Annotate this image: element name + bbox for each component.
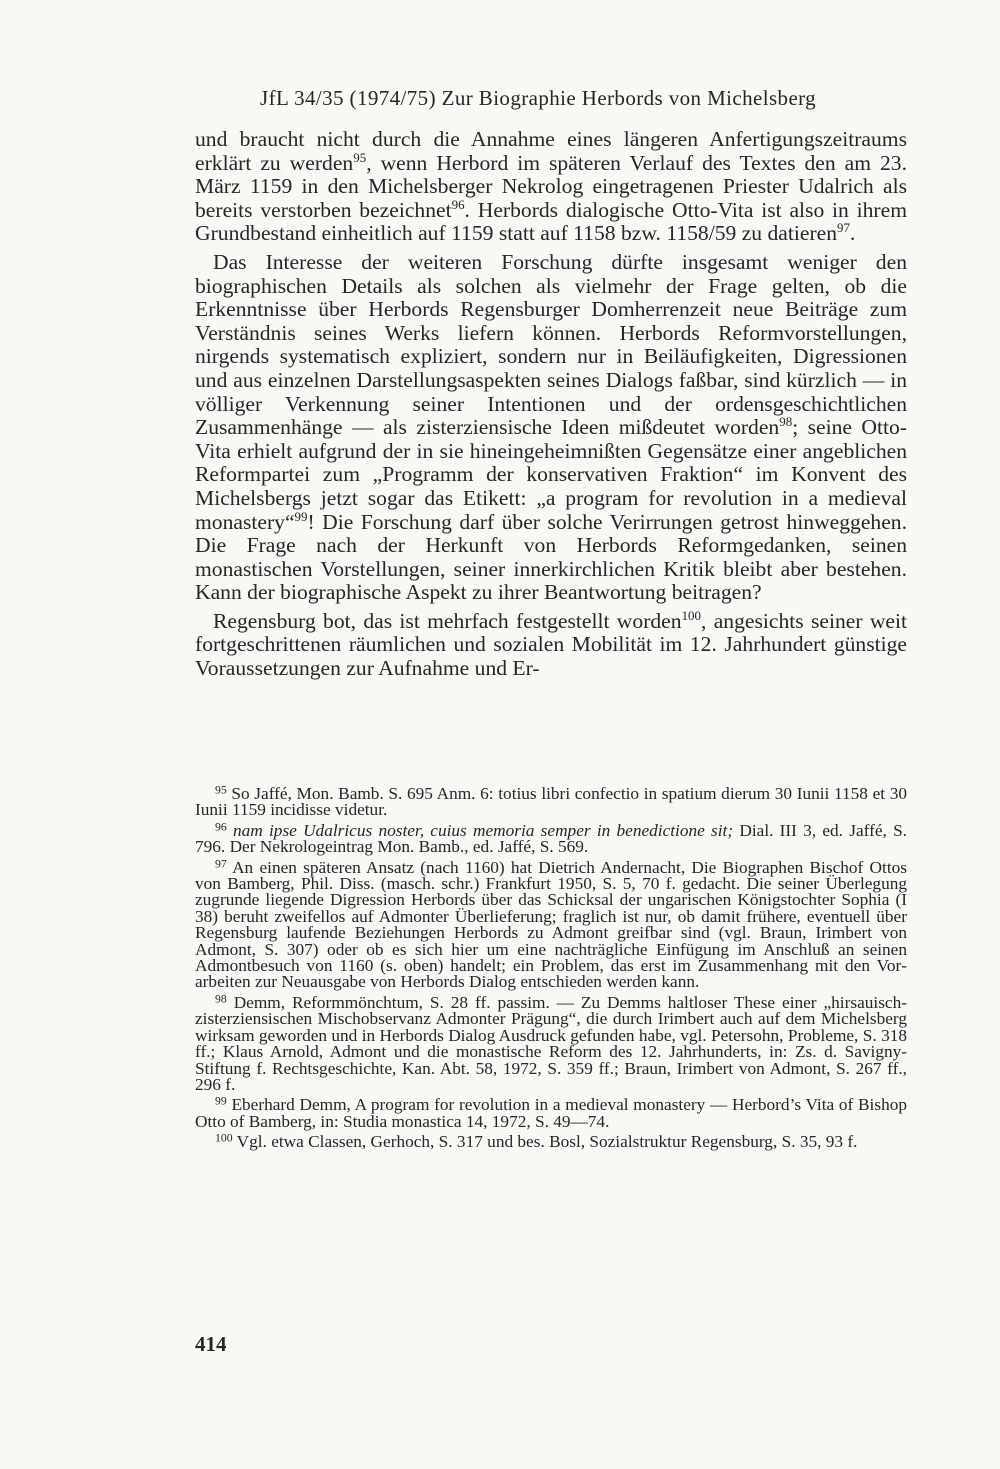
footnote: [195, 1131, 907, 1152]
footnote-text: Demm, Reformmönchtum, S. 28 ff. passim. — Zu Demms haltloser These einer „hirsauisch-zisterziensischen Mischobservanz Admonter Prägung“, die durch Irimbert auch auf dem Michelsberg wirksam geworden und in Herbords Dialog Ausdruck gefunden habe, vgl. Petersohn, Probleme, S. 318 ff.; Klaus Arnold, Admont und die monastische Reform des 12. Jahrhunderts, in: Zs. d. Savigny-Stiftung f. Rechtsgeschichte, Kan. Abt. 58, 1972, S. 359 ff.; Braun, Irimbert von Admont, S. 267 ff., 296 f.: [195, 992, 907, 1094]
footnote-text: Dial. III 3, ed. Jaffé, S. 796. Der Nekrologeintrag Mon. Bamb., ed. Jaffé, S. 569.: [195, 820, 907, 857]
paragraph-text: Regensburg bot, das ist mehrfach festgestellt worden: [213, 608, 682, 633]
footnote-ref: 98: [779, 414, 793, 430]
footnote-number: 95: [215, 783, 227, 797]
footnote: [195, 1097, 907, 1130]
footnote-number: 100: [215, 1131, 233, 1145]
paragraph-text: und braucht nicht durch die Annahme eines längeren Anfertigungszeitraums erklärt zu werden: [195, 127, 907, 175]
footnote-ref: 99: [294, 508, 308, 524]
footnote: [195, 820, 907, 857]
footnote-text: So Jaffé, Mon. Bamb. S. 695 Anm. 6: totius libri confectio in spatium dierum 30 Iunii 1158 et 30 Iunii 1159 incidisse videtur.: [195, 784, 907, 820]
footnote-text: Vgl. etwa Classen, Gerhoch, S. 317 und bes. Bosl, Sozialstruktur Regensburg, S. 35, 93 f.: [236, 1132, 858, 1152]
footnote-text: Eberhard Demm, A program for revolution in a medieval monastery — Herbord’s Vita of Bishop Otto of Bamberg, in: Studia monastica 14, 1972, S. 49—74.: [195, 1095, 907, 1131]
body-text: [195, 128, 907, 686]
paragraph-1: [195, 128, 907, 246]
footnote-number: 98: [215, 992, 227, 1006]
paragraph-text: . Herbords dialogische Otto-Vita ist also in ihrem Grundbestand einheitlich auf 1159 statt auf 1158 bzw. 1158/59 zu datieren: [195, 197, 907, 246]
footnote-ref: 97: [837, 220, 850, 236]
footnote-number: 96: [215, 820, 227, 834]
footnote-ref: 100: [681, 608, 702, 624]
footnotes: [195, 783, 907, 1155]
paragraph-text: , angesichts seiner weit fortgeschrittenen räumlichen und sozialen Mobilität im 12. Jahrhundert günstige Voraussetzungen zur Aufnahme und Er-: [195, 608, 907, 681]
footnote: [195, 992, 907, 1094]
paragraph-2: [195, 251, 907, 605]
footnote-ref: 95: [353, 149, 367, 165]
footnote-number: 99: [215, 1095, 227, 1109]
footnote: [195, 857, 907, 992]
footnote-text: An einen späteren Ansatz (nach 1160) hat Dietrich Andernacht, Die Biographen Bischof Ottos von Bamberg, Phil. Diss. (masch. schr.) Frankfurt 1950, S. 5, 70 f. gedacht. Die seiner Überlegung zugrunde liegende Digression Herbords über das Schicksal der ungarischen Königstochter Sophia (I 38) beruht zweifellos auf Admonter Überlieferung; fraglich ist nur, ob damit frühere, eventuell über Regensburg laufende Beziehungen Herbords zu Admont greifbar sind (vgl. Braun, Irimbert von Admont, S. 307) oder ob es sich hier um eine nachträgliche Einfügung im Anschluß an seinen Admontbesuch von 1160 (s. oben) handelt; ein Problem, das erst im Zusammenhang mit den Vorarbeiten zur Neuausgabe von Herbords Dialog entschieden werden kann.: [195, 857, 907, 992]
paragraph-text: Das Interesse der weiteren Forschung dürfte insgesamt weniger den biographischen Details als solchen als vielmehr der Frage gelten, ob die Erkenntnisse über Herbords Regensburger Domherrenzeit neue Beiträge zum Verständnis seines Werks liefern können. Herbords Reformvorstellungen, nirgends systematisch expliziert, sondern nur in Beiläufigkeiten, Digressionen und aus einzelnen Darstellungsaspekten seines Dialogs faßbar, sind kürzlich — in völliger Verkennung seiner Intentionen und der ordensgeschichtlichen Zusammenhänge — als zisterziensische Ideen mißdeutet worden: [195, 249, 907, 440]
footnote-quote: nam ipse Udalricus noster, cuius memoria semper in benedictione sit;: [233, 820, 734, 840]
paragraph-3: [195, 610, 907, 681]
page-number: 414: [195, 1332, 227, 1356]
footnote-ref: 96: [451, 197, 465, 213]
paragraph-text: , wenn Herbord im späteren Verlauf des Textes den am 23. März 1159 in den Michelsberger Nekrolog eingetragenen Priester Udalrich als bereits verstorben bezeichnet: [195, 150, 907, 222]
paragraph-text: ! Die Forschung darf über solche Verirrungen getrost hinweggehen. Die Frage nach der Herkunft von Herbords Reformgedanken, seinen monastischen Vorstellungen, seiner innerkirchlichen Kritik bleibt aber bestehen. Kann der biographische Aspekt zu ihrer Beantwortung beitragen?: [195, 509, 907, 605]
footnote-number: 97: [215, 857, 227, 871]
footnote: [195, 783, 907, 820]
running-head: JfL 34/35 (1974/75) Zur Biographie Herbords von Michelsberg: [260, 86, 817, 110]
paragraph-text: ; seine Otto-Vita erhielt aufgrund der in sie hineingeheimnißten Gegensätze einer angeblichen Reformpartei zum „Programm der konservativen Fraktion“ im Konvent des Michelsbergs jetzt sogar das Etikett: „a program for revolution in a medieval monastery“: [195, 415, 907, 534]
paragraph-text: .: [850, 221, 856, 246]
